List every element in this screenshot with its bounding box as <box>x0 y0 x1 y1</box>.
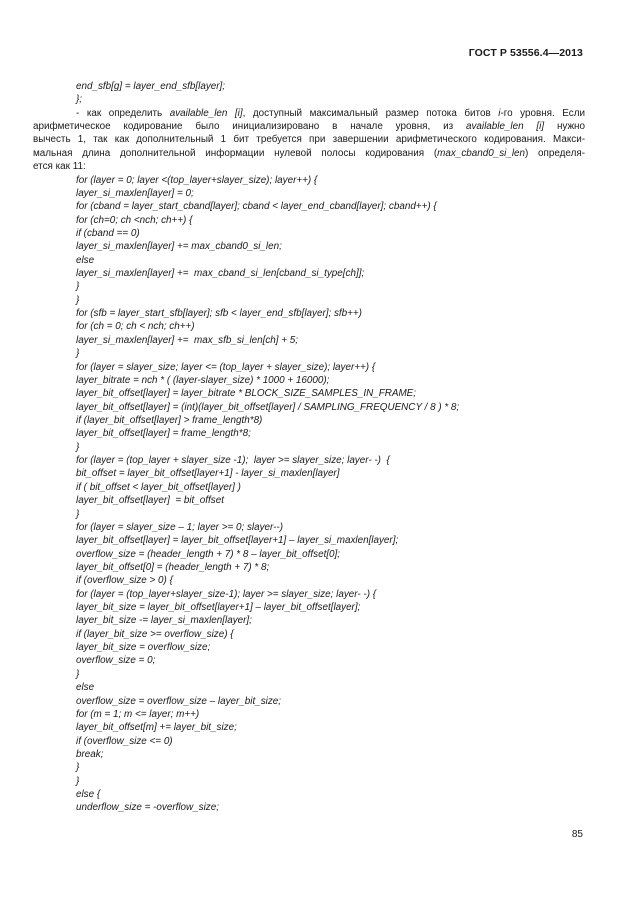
paragraph <box>33 107 585 174</box>
code-line: layer_si_maxlen[layer] += max_cband_si_len[cband_si_type[ch]]; <box>76 268 365 280</box>
code-line: if (overflow_size > 0) { <box>76 575 173 587</box>
code-line: if (layer_bit_offset[layer] > frame_length*8) <box>76 414 263 426</box>
code-line: layer_bit_offset[layer] = (int)(layer_bit_offset[layer] / SAMPLING_FREQUENCY / 8 ) * 8; <box>76 401 460 413</box>
code-line: if (overflow_size <= 0) <box>76 735 173 747</box>
paragraph-line: арифметическое кодирование было инициализировано в начале уровня, из available_len [i] нужно <box>33 121 586 133</box>
code-line: overflow_size = overflow_size – layer_bit_size; <box>76 695 282 707</box>
code-line: layer_bit_offset[layer] = layer_bitrate * BLOCK_SIZE_SAMPLES_IN_FRAME; <box>76 388 417 400</box>
paragraph-line: вычесть 1, так как дополнительный 1 бит требуется при завершении арифметического кодирования. Макси- <box>33 134 585 146</box>
code-line: for (ch = 0; ch < nch; ch++) <box>76 321 195 333</box>
code-line: } <box>76 762 80 774</box>
code-line: } <box>76 668 80 680</box>
paragraph-line: - как определить available_len [i], доступный максимальный размер потока битов i-го уровня. Если <box>76 107 585 119</box>
code-block-before <box>33 80 585 107</box>
code-line: } <box>76 348 80 360</box>
code-line: layer_bit_size = overflow_size; <box>76 642 211 654</box>
code-line: layer_bitrate = nch * ( (layer-slayer_size) * 1000 + 16000); <box>76 374 330 386</box>
code-line: layer_bit_offset[0] = (header_length + 7) * 8; <box>76 561 270 573</box>
code-line: layer_bit_offset[layer] = frame_length*8; <box>76 428 251 440</box>
paragraph-line: мальная длина дополнительной информации нулевой полосы кодирования (max_cband0_si_len) определя- <box>33 147 585 159</box>
code-line: layer_bit_offset[layer] = bit_offset <box>76 495 224 507</box>
code-line: underflow_size = -overflow_size; <box>76 802 219 814</box>
code-line: for (layer = 0; layer <(top_layer+slayer_size); layer++) { <box>76 174 318 186</box>
code-line: if (layer_bit_size >= overflow_size) { <box>76 628 234 640</box>
code-line: bit_offset = layer_bit_offset[layer+1] - layer_si_maxlen[layer] <box>76 468 340 480</box>
code-line: layer_si_maxlen[layer] += max_cband0_si_len; <box>76 241 282 253</box>
paragraph-line: ется как 11: <box>33 161 86 173</box>
code-line: for (layer = slayer_size; layer <= (top_layer + slayer_size); layer++) { <box>76 361 376 373</box>
code-line: overflow_size = 0; <box>76 655 156 667</box>
code-line: } <box>76 775 80 787</box>
code-line: } <box>76 441 80 453</box>
code-line: if ( bit_offset < layer_bit_offset[layer] ) <box>76 481 241 493</box>
page-number: 85 <box>571 829 583 840</box>
code-line: for (layer = (top_layer+slayer_size-1); layer >= slayer_size; layer- -) { <box>76 588 377 600</box>
code-line: else <box>76 254 95 266</box>
code-line: if (cband == 0) <box>76 227 140 239</box>
code-line: } <box>76 294 80 306</box>
code-block-after <box>33 174 585 815</box>
code-line: for (cband = layer_start_cband[layer]; cband < layer_end_cband[layer]; cband++) { <box>76 201 437 213</box>
code-line: }; <box>76 94 83 106</box>
code-line: layer_si_maxlen[layer] = 0; <box>76 187 194 199</box>
code-line: for (m = 1; m <= layer; m++) <box>76 708 200 720</box>
code-line: end_sfb[g] = layer_end_sfb[layer]; <box>76 81 226 92</box>
code-line: else { <box>76 789 101 801</box>
code-line: layer_bit_size = layer_bit_offset[layer+1] – layer_bit_offset[layer]; <box>76 602 361 614</box>
code-line: for (layer = slayer_size – 1; layer >= 0; slayer--) <box>76 521 283 533</box>
code-line: for (ch=0; ch <nch; ch++) { <box>76 214 193 226</box>
code-line: for (sfb = layer_start_sfb[layer]; sfb < layer_end_sfb[layer]; sfb++) <box>76 308 362 320</box>
code-line: break; <box>76 748 104 760</box>
code-line: layer_bit_offset[m] += layer_bit_size; <box>76 722 237 734</box>
page-content <box>33 80 585 815</box>
page-header: ГОСТ Р 53556.4—2013 <box>468 47 583 59</box>
code-line: } <box>76 281 80 293</box>
code-line: for (layer = (top_layer + slayer_size -1); layer >= slayer_size; layer- -) { <box>76 455 390 467</box>
code-line: overflow_size = (header_length + 7) * 8 – layer_bit_offset[0]; <box>76 548 341 560</box>
code-line: } <box>76 508 80 520</box>
code-line: layer_bit_offset[layer] = layer_bit_offset[layer+1] – layer_si_maxlen[layer]; <box>76 535 399 547</box>
code-line: else <box>76 682 95 694</box>
code-line: layer_si_maxlen[layer] += max_sfb_si_len[ch] + 5; <box>76 334 299 346</box>
code-line: layer_bit_size -= layer_si_maxlen[layer]; <box>76 615 252 627</box>
